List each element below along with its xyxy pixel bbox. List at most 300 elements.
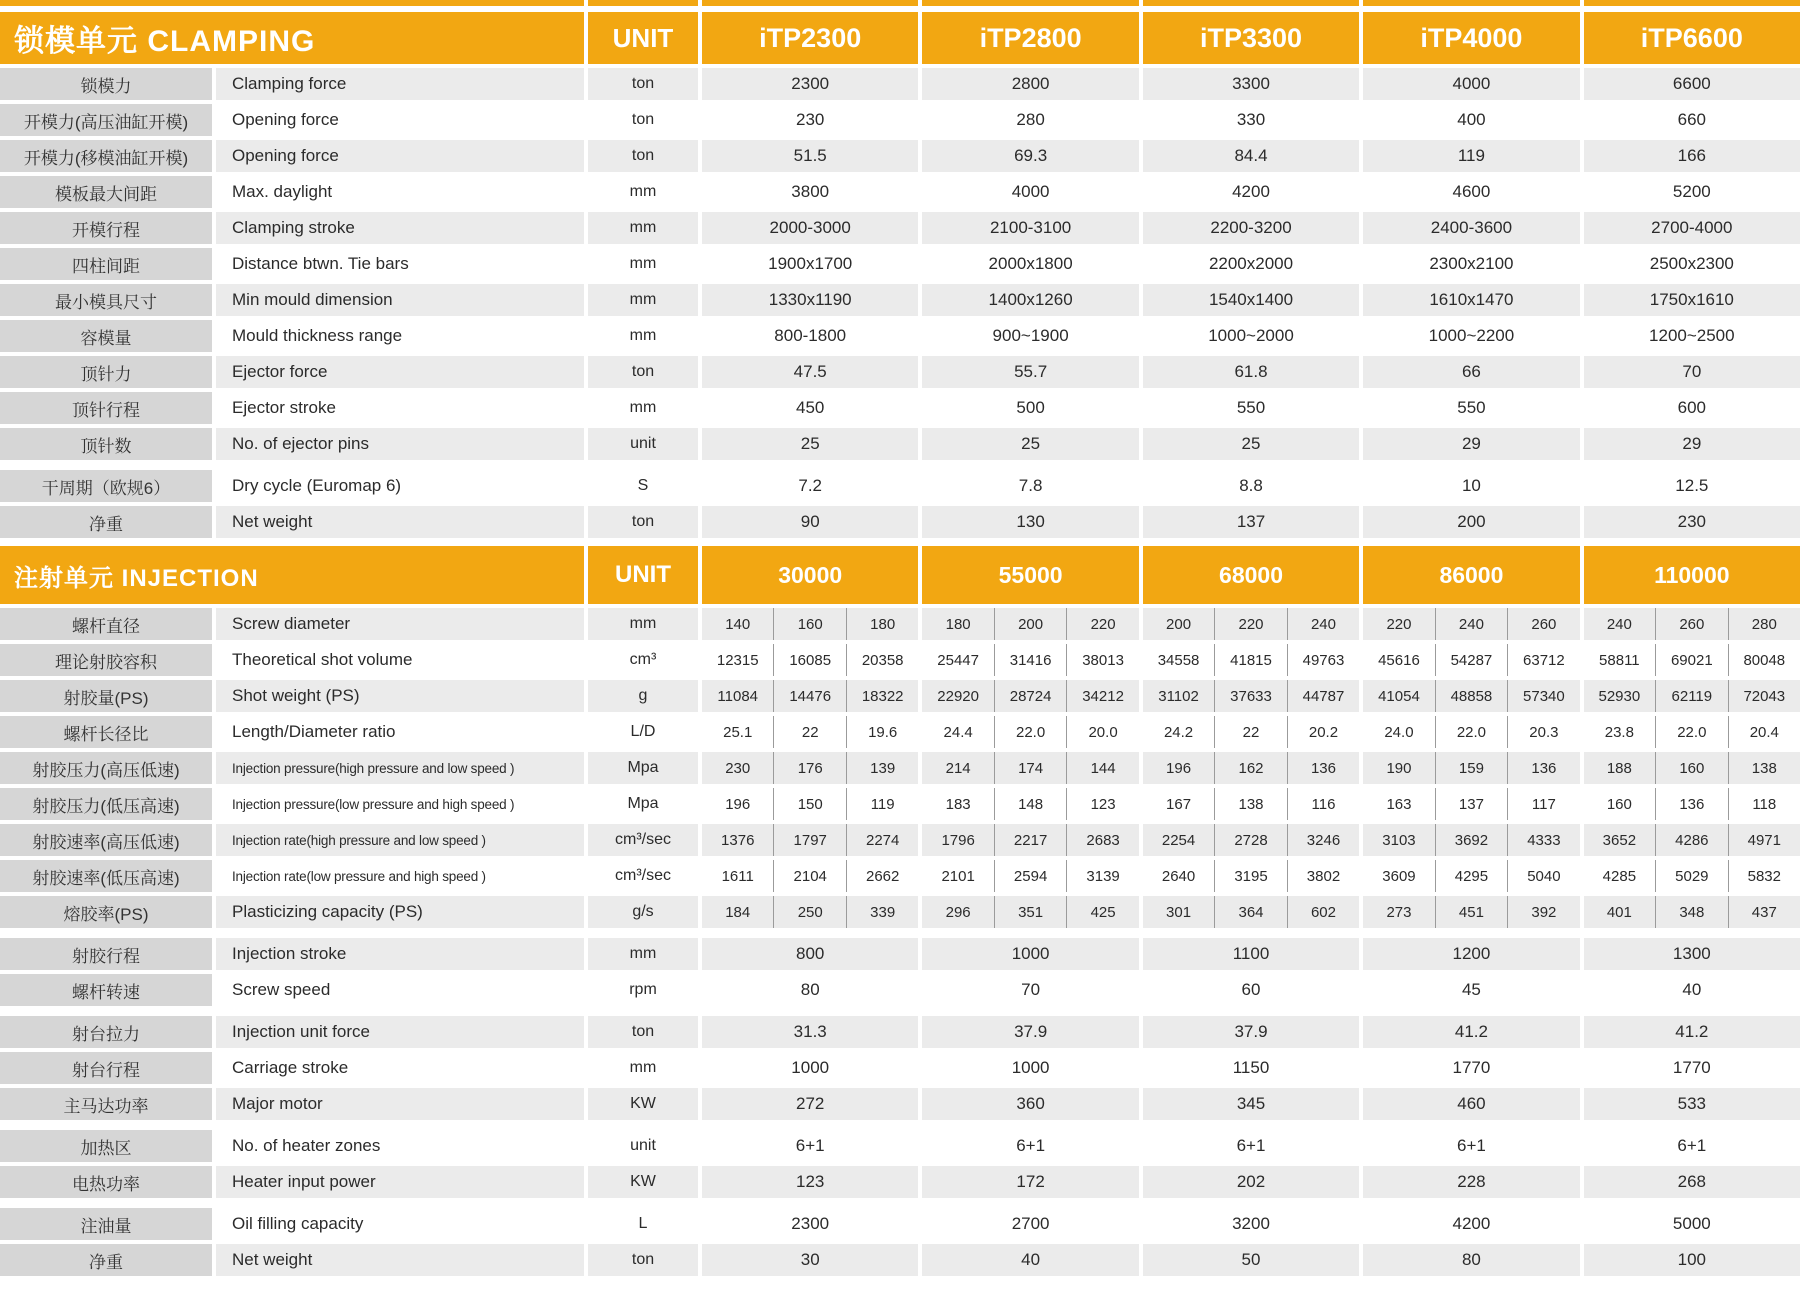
cell-value: 180 xyxy=(846,608,918,640)
cell-value: 1200~2500 xyxy=(1584,320,1800,352)
cell-value: 40 xyxy=(922,1244,1138,1276)
cell-value: 401 xyxy=(1606,903,1632,921)
row-label-en: Mould thickness range xyxy=(216,320,584,352)
table-row xyxy=(0,506,1800,538)
cell-value: 40 xyxy=(1584,974,1800,1006)
cell-value: 1000 xyxy=(922,1052,1138,1084)
cell-value: 29 xyxy=(1584,428,1800,460)
cell-value: 144 xyxy=(1066,752,1138,784)
cell-value: 119 xyxy=(1363,140,1579,172)
cell-value: 6+1 xyxy=(922,1130,1138,1162)
row-label-en: Min mould dimension xyxy=(216,284,584,316)
cell-value: 364 xyxy=(1214,896,1286,928)
machine-header: iTP6600 xyxy=(1584,12,1800,64)
cell-value: 10 xyxy=(1363,470,1579,502)
row-unit: mm xyxy=(588,176,698,208)
row-unit: ton xyxy=(588,140,698,172)
cell-value: 2000x1800 xyxy=(922,248,1138,280)
row-unit: cm³/sec xyxy=(588,824,698,856)
cell-value: 16085 xyxy=(773,644,845,676)
strip-segment xyxy=(922,0,1138,6)
cell-value: 6+1 xyxy=(1363,1130,1579,1162)
machine-group xyxy=(922,860,1138,892)
cell-value: 6+1 xyxy=(1584,1130,1800,1162)
cell-value: 2594 xyxy=(994,860,1066,892)
machine-header: 86000 xyxy=(1363,546,1579,604)
cell-value: 272 xyxy=(702,1088,918,1120)
machine-group xyxy=(1143,680,1359,712)
row-label-cn: 加热区 xyxy=(0,1130,212,1162)
machine-group xyxy=(922,608,1138,640)
top-strip xyxy=(0,0,1800,6)
row-label-en: No. of ejector pins xyxy=(216,428,584,460)
machine-group xyxy=(1143,716,1359,748)
cell-value: 1200 xyxy=(1363,938,1579,970)
cell-value: 1750x1610 xyxy=(1584,284,1800,316)
cell-value: 117 xyxy=(1507,788,1579,820)
row-label-en: Screw speed xyxy=(216,974,584,1006)
cell-value: 90 xyxy=(702,506,918,538)
machine-group xyxy=(702,608,918,640)
cell-value: 25 xyxy=(922,428,1138,460)
row-unit: g/s xyxy=(588,896,698,928)
cell-value: 800 xyxy=(702,938,918,970)
cell-value: 60 xyxy=(1143,974,1359,1006)
cell-value: 37633 xyxy=(1214,680,1286,712)
cell-value: 196 xyxy=(725,795,751,813)
row-unit: mm xyxy=(588,320,698,352)
row-label-cn: 四柱间距 xyxy=(0,248,212,280)
cell-value: 18322 xyxy=(846,680,918,712)
cell-value: 159 xyxy=(1435,752,1507,784)
table-row xyxy=(0,788,1800,820)
table-row xyxy=(0,320,1800,352)
cell-value: 22.0 xyxy=(994,716,1066,748)
row-unit: ton xyxy=(588,68,698,100)
row-label-cn: 开模力(高压油缸开模) xyxy=(0,104,212,136)
cell-value: 163 xyxy=(1386,795,1412,813)
row-unit: L xyxy=(588,1208,698,1240)
cell-value: 5040 xyxy=(1507,860,1579,892)
row-label-cn: 净重 xyxy=(0,1244,212,1276)
cell-value: 3800 xyxy=(702,176,918,208)
cell-value: 7.2 xyxy=(702,470,918,502)
cell-value: 57340 xyxy=(1507,680,1579,712)
cell-value: 118 xyxy=(1728,788,1800,820)
cell-value: 20358 xyxy=(846,644,918,676)
cell-value: 230 xyxy=(1584,506,1800,538)
row-label-en: Injection rate(high pressure and low speed ) xyxy=(216,824,584,856)
row-label-cn: 射胶速率(低压高速) xyxy=(0,860,212,892)
table-row xyxy=(0,68,1800,100)
cell-value: 139 xyxy=(846,752,918,784)
cell-value: 1376 xyxy=(721,831,755,849)
cell-value: 20.0 xyxy=(1066,716,1138,748)
cell-value: 1900x1700 xyxy=(702,248,918,280)
machine-group xyxy=(702,680,918,712)
machine-header: 55000 xyxy=(922,546,1138,604)
cell-value: 2300 xyxy=(702,68,918,100)
cell-value: 24.2 xyxy=(1163,723,1194,741)
row-label-en: Net weight xyxy=(216,506,584,538)
table-row xyxy=(0,356,1800,388)
row-label-cn: 顶针行程 xyxy=(0,392,212,424)
cell-value: 38013 xyxy=(1066,644,1138,676)
row-label-en: Max. daylight xyxy=(216,176,584,208)
machine-header: iTP3300 xyxy=(1143,12,1359,64)
machine-group xyxy=(1143,896,1359,928)
cell-value: 22920 xyxy=(937,687,979,705)
row-label-cn: 熔胶率(PS) xyxy=(0,896,212,928)
machine-group xyxy=(1143,752,1359,784)
machine-group xyxy=(1584,716,1800,748)
cell-value: 4200 xyxy=(1143,176,1359,208)
cell-value: 351 xyxy=(994,896,1066,928)
table-row xyxy=(0,608,1800,640)
cell-value: 80048 xyxy=(1728,644,1800,676)
injection-header-row xyxy=(0,546,1800,604)
cell-value: 3139 xyxy=(1066,860,1138,892)
cell-value: 25.1 xyxy=(723,723,753,741)
table-row xyxy=(0,974,1800,1006)
table-row xyxy=(0,716,1800,748)
injection-merged-rows xyxy=(0,938,1800,1276)
cell-value: 5029 xyxy=(1655,860,1727,892)
cell-value: 138 xyxy=(1214,788,1286,820)
cell-value: 296 xyxy=(945,903,971,921)
row-unit: mm xyxy=(588,1052,698,1084)
cell-value: 54287 xyxy=(1435,644,1507,676)
strip-segment xyxy=(1584,0,1800,6)
cell-value: 5000 xyxy=(1584,1208,1800,1240)
machine-group xyxy=(1363,716,1579,748)
cell-value: 1100 xyxy=(1143,938,1359,970)
cell-value: 1000 xyxy=(922,938,1138,970)
cell-value: 28724 xyxy=(994,680,1066,712)
cell-value: 1300 xyxy=(1584,938,1800,970)
cell-value: 70 xyxy=(922,974,1138,1006)
cell-value: 2683 xyxy=(1066,824,1138,856)
cell-value: 12.5 xyxy=(1584,470,1800,502)
row-unit: cm³/sec xyxy=(588,860,698,892)
cell-value: 196 xyxy=(1166,759,1192,777)
table-row xyxy=(0,1052,1800,1084)
cell-value: 3246 xyxy=(1287,824,1359,856)
cell-value: 66 xyxy=(1363,356,1579,388)
strip-segment xyxy=(0,0,584,6)
cell-value: 136 xyxy=(1287,752,1359,784)
table-row xyxy=(0,896,1800,928)
cell-value: 2500x2300 xyxy=(1584,248,1800,280)
cell-value: 1000~2000 xyxy=(1143,320,1359,352)
cell-value: 3802 xyxy=(1287,860,1359,892)
row-label-en: Opening force xyxy=(216,104,584,136)
cell-value: 41815 xyxy=(1214,644,1286,676)
cell-value: 3300 xyxy=(1143,68,1359,100)
cell-value: 180 xyxy=(945,615,971,633)
row-unit: cm³ xyxy=(588,644,698,676)
cell-value: 1400x1260 xyxy=(922,284,1138,316)
cell-value: 2400-3600 xyxy=(1363,212,1579,244)
cell-value: 31416 xyxy=(994,644,1066,676)
cell-value: 200 xyxy=(1166,615,1192,633)
row-label-en: Injection unit force xyxy=(216,1016,584,1048)
cell-value: 4285 xyxy=(1602,867,1637,885)
cell-value: 3609 xyxy=(1382,867,1416,885)
cell-value: 123 xyxy=(702,1166,918,1198)
cell-value: 4600 xyxy=(1363,176,1579,208)
table-row xyxy=(0,1208,1800,1240)
cell-value: 200 xyxy=(994,608,1066,640)
cell-value: 25 xyxy=(1143,428,1359,460)
cell-value: 5200 xyxy=(1584,176,1800,208)
cell-value: 260 xyxy=(1507,608,1579,640)
machine-header: iTP4000 xyxy=(1363,12,1579,64)
cell-value: 41054 xyxy=(1378,687,1420,705)
cell-value: 2662 xyxy=(846,860,918,892)
cell-value: 160 xyxy=(1655,752,1727,784)
cell-value: 550 xyxy=(1143,392,1359,424)
row-unit: rpm xyxy=(588,974,698,1006)
machine-group xyxy=(1584,824,1800,856)
table-row xyxy=(0,1088,1800,1120)
cell-value: 2728 xyxy=(1214,824,1286,856)
row-label-cn: 射胶速率(高压低速) xyxy=(0,824,212,856)
cell-value: 1000~2200 xyxy=(1363,320,1579,352)
cell-value: 48858 xyxy=(1435,680,1507,712)
cell-value: 61.8 xyxy=(1143,356,1359,388)
table-row xyxy=(0,176,1800,208)
row-label-cn: 顶针力 xyxy=(0,356,212,388)
table-row xyxy=(0,1244,1800,1276)
machine-group xyxy=(1363,644,1579,676)
cell-value: 533 xyxy=(1584,1088,1800,1120)
cell-value: 2000-3000 xyxy=(702,212,918,244)
cell-value: 176 xyxy=(773,752,845,784)
cell-value: 220 xyxy=(1066,608,1138,640)
cell-value: 29 xyxy=(1363,428,1579,460)
cell-value: 1611 xyxy=(721,867,754,885)
cell-value: 2300 xyxy=(702,1208,918,1240)
cell-value: 70 xyxy=(1584,356,1800,388)
row-label-en: Plasticizing capacity (PS) xyxy=(216,896,584,928)
cell-value: 166 xyxy=(1584,140,1800,172)
row-label-en: Theoretical shot volume xyxy=(216,644,584,676)
machine-group xyxy=(1584,608,1800,640)
machine-group xyxy=(702,896,918,928)
row-unit: L/D xyxy=(588,716,698,748)
cell-value: 4971 xyxy=(1728,824,1800,856)
cell-value: 268 xyxy=(1584,1166,1800,1198)
cell-value: 900~1900 xyxy=(922,320,1138,352)
cell-value: 62119 xyxy=(1655,680,1727,712)
cell-value: 1150 xyxy=(1143,1052,1359,1084)
machine-group xyxy=(1363,860,1579,892)
cell-value: 330 xyxy=(1143,104,1359,136)
cell-value: 228 xyxy=(1363,1166,1579,1198)
row-label-en: Oil filling capacity xyxy=(216,1208,584,1240)
cell-value: 460 xyxy=(1363,1088,1579,1120)
machine-group xyxy=(922,896,1138,928)
cell-value: 22.0 xyxy=(1435,716,1507,748)
row-unit: mm xyxy=(588,248,698,280)
row-label-cn: 开模力(移模油缸开模) xyxy=(0,140,212,172)
table-row xyxy=(0,752,1800,784)
table-row xyxy=(0,470,1800,502)
cell-value: 188 xyxy=(1606,759,1632,777)
row-label-cn: 射台行程 xyxy=(0,1052,212,1084)
table-row xyxy=(0,248,1800,280)
cell-value: 450 xyxy=(702,392,918,424)
row-label-cn: 射胶压力(低压高速) xyxy=(0,788,212,820)
row-unit: mm xyxy=(588,938,698,970)
cell-value: 84.4 xyxy=(1143,140,1359,172)
cell-value: 24.0 xyxy=(1384,723,1414,741)
cell-value: 2800 xyxy=(922,68,1138,100)
row-label-cn: 干周期（欧规6） xyxy=(0,470,212,502)
row-label-cn: 顶针数 xyxy=(0,428,212,460)
cell-value: 4333 xyxy=(1507,824,1579,856)
row-label-cn: 螺杆直径 xyxy=(0,608,212,640)
cell-value: 214 xyxy=(945,759,971,777)
cell-value: 137 xyxy=(1143,506,1359,538)
row-unit: KW xyxy=(588,1088,698,1120)
cell-value: 1000 xyxy=(702,1052,918,1084)
cell-value: 72043 xyxy=(1728,680,1800,712)
row-label-en: Shot weight (PS) xyxy=(216,680,584,712)
cell-value: 11084 xyxy=(717,687,759,705)
cell-value: 240 xyxy=(1606,615,1632,633)
cell-value: 230 xyxy=(725,759,751,777)
cell-value: 47.5 xyxy=(702,356,918,388)
cell-value: 25447 xyxy=(937,651,979,669)
row-label-en: Injection pressure(low pressure and high speed ) xyxy=(216,788,584,820)
cell-value: 7.8 xyxy=(922,470,1138,502)
row-label-en: Injection pressure(high pressure and low speed ) xyxy=(216,752,584,784)
table-row xyxy=(0,680,1800,712)
cell-value: 4200 xyxy=(1363,1208,1579,1240)
row-label-en: Length/Diameter ratio xyxy=(216,716,584,748)
cell-value: 2200-3200 xyxy=(1143,212,1359,244)
cell-value: 31.3 xyxy=(702,1016,918,1048)
row-unit: ton xyxy=(588,356,698,388)
cell-value: 55.7 xyxy=(922,356,1138,388)
machine-group xyxy=(702,644,918,676)
cell-value: 500 xyxy=(922,392,1138,424)
cell-value: 602 xyxy=(1287,896,1359,928)
cell-value: 136 xyxy=(1507,752,1579,784)
machine-group xyxy=(1363,896,1579,928)
cell-value: 3652 xyxy=(1602,831,1637,849)
row-unit: Mpa xyxy=(588,788,698,820)
cell-value: 14476 xyxy=(773,680,845,712)
cell-value: 451 xyxy=(1435,896,1507,928)
row-label-en: Distance btwn. Tie bars xyxy=(216,248,584,280)
cell-value: 2700 xyxy=(922,1208,1138,1240)
cell-value: 22 xyxy=(1214,716,1286,748)
machine-group xyxy=(1584,860,1800,892)
machine-group xyxy=(1584,788,1800,820)
machine-header: iTP2300 xyxy=(702,12,918,64)
machine-group xyxy=(702,824,918,856)
table-row xyxy=(0,428,1800,460)
table-row xyxy=(0,1016,1800,1048)
machine-group xyxy=(922,680,1138,712)
strip-segment xyxy=(1363,0,1579,6)
table-row xyxy=(0,824,1800,856)
machine-group xyxy=(922,788,1138,820)
row-label-cn: 开模行程 xyxy=(0,212,212,244)
cell-value: 345 xyxy=(1143,1088,1359,1120)
cell-value: 119 xyxy=(846,788,918,820)
row-unit: ton xyxy=(588,506,698,538)
row-label-cn: 理论射胶容积 xyxy=(0,644,212,676)
cell-value: 1770 xyxy=(1584,1052,1800,1084)
cell-value: 260 xyxy=(1655,608,1727,640)
strip-segment xyxy=(588,0,698,6)
machine-group xyxy=(1363,752,1579,784)
cell-value: 116 xyxy=(1287,788,1359,820)
machine-header: 110000 xyxy=(1584,546,1800,604)
machine-group xyxy=(702,788,918,820)
cell-value: 2217 xyxy=(994,824,1066,856)
row-label-cn: 模板最大间距 xyxy=(0,176,212,208)
row-unit: g xyxy=(588,680,698,712)
machine-header: 68000 xyxy=(1143,546,1359,604)
cell-value: 1770 xyxy=(1363,1052,1579,1084)
row-unit: KW xyxy=(588,1166,698,1198)
cell-value: 52930 xyxy=(1598,687,1641,705)
row-unit: mm xyxy=(588,392,698,424)
cell-value: 230 xyxy=(702,104,918,136)
machine-group xyxy=(702,860,918,892)
cell-value: 34212 xyxy=(1066,680,1138,712)
row-label-en: Clamping stroke xyxy=(216,212,584,244)
cell-value: 22 xyxy=(773,716,845,748)
cell-value: 400 xyxy=(1363,104,1579,136)
cell-value: 660 xyxy=(1584,104,1800,136)
row-label-cn: 电热功率 xyxy=(0,1166,212,1198)
row-unit: ton xyxy=(588,104,698,136)
cell-value: 25 xyxy=(702,428,918,460)
row-label-cn: 射台拉力 xyxy=(0,1016,212,1048)
row-label-cn: 最小模具尺寸 xyxy=(0,284,212,316)
cell-value: 41.2 xyxy=(1363,1016,1579,1048)
cell-value: 50 xyxy=(1143,1244,1359,1276)
table-row xyxy=(0,938,1800,970)
cell-value: 123 xyxy=(1066,788,1138,820)
cell-value: 162 xyxy=(1214,752,1286,784)
cell-value: 348 xyxy=(1655,896,1727,928)
cell-value: 58811 xyxy=(1599,651,1640,669)
cell-value: 140 xyxy=(725,615,751,633)
cell-value: 280 xyxy=(1728,608,1800,640)
cell-value: 1540x1400 xyxy=(1143,284,1359,316)
cell-value: 273 xyxy=(1386,903,1412,921)
cell-value: 20.4 xyxy=(1728,716,1800,748)
machine-group xyxy=(1584,680,1800,712)
cell-value: 184 xyxy=(725,903,751,921)
row-unit: mm xyxy=(588,284,698,316)
cell-value: 240 xyxy=(1435,608,1507,640)
machine-group xyxy=(1143,608,1359,640)
machine-group xyxy=(1584,752,1800,784)
cell-value: 2104 xyxy=(773,860,845,892)
row-label-cn: 注油量 xyxy=(0,1208,212,1240)
row-label-en: Clamping force xyxy=(216,68,584,100)
row-label-en: Screw diameter xyxy=(216,608,584,640)
cell-value: 6600 xyxy=(1584,68,1800,100)
